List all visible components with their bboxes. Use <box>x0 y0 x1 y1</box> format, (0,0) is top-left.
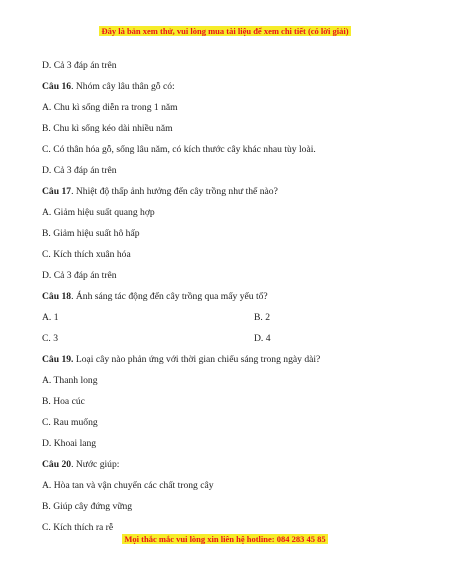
preview-notice-text: Đây là bản xem thử, vui lòng mua tài liệu để xem chi tiết (có lời giải) <box>101 26 349 36</box>
option-a-q18: A. 1 <box>42 312 59 323</box>
option-d-q16: D. Cả 3 đáp án trên <box>42 165 117 176</box>
question-number: Câu 20 <box>42 459 72 470</box>
question-number: Câu 17 <box>42 186 72 197</box>
option-a-q19: A. Thanh long <box>42 375 98 386</box>
option-b-q17: B. Giảm hiệu suất hô hấp <box>42 228 140 239</box>
option-c-q17: C. Kích thích xuân hóa <box>42 249 131 260</box>
question-text: Loại cây nào phản ứng với thời gian chiếu sáng trong ngày dài? <box>73 354 321 365</box>
preview-notice-banner <box>0 26 450 36</box>
option-d-q18: D. 4 <box>254 333 271 344</box>
question-number: Câu 19. <box>42 354 74 365</box>
hotline-banner <box>0 534 450 544</box>
option-a-q17: A. Giảm hiệu suất quang hợp <box>42 207 155 218</box>
option-d-q15: D. Cả 3 đáp án trên <box>42 60 117 71</box>
question-16 <box>42 81 175 92</box>
question-19 <box>42 354 320 365</box>
option-a-q16: A. Chu kì sống diễn ra trong 1 năm <box>42 102 178 113</box>
question-17 <box>42 186 278 197</box>
option-c-q19: C. Rau muống <box>42 417 98 428</box>
option-d-q19: D. Khoai lang <box>42 438 97 449</box>
question-text: . Nhóm cây lâu thân gỗ có: <box>71 81 175 92</box>
option-c-q20: C. Kích thích ra rễ <box>42 522 114 533</box>
option-b-q20: B. Giúp cây đứng vững <box>42 501 133 512</box>
question-number: Câu 16 <box>42 81 72 92</box>
question-text: . Nước giúp: <box>71 459 120 470</box>
option-b-q16: B. Chu kì sống kéo dài nhiều năm <box>42 123 173 134</box>
question-20 <box>42 459 119 470</box>
question-text: . Ánh sáng tác động đến cây trồng qua mấy yếu tố? <box>71 291 268 302</box>
option-b-q18: B. 2 <box>254 312 270 323</box>
option-c-q18: C. 3 <box>42 333 58 344</box>
option-b-q19: B. Hoa cúc <box>42 396 85 407</box>
question-text: . Nhiệt độ thấp ảnh hưởng đến cây trồng như thế nào? <box>71 186 278 197</box>
option-d-q17: D. Cả 3 đáp án trên <box>42 270 117 281</box>
hotline-text: Mọi thắc mắc vui lòng xin liên hệ hotline: 084 283 45 85 <box>124 534 326 544</box>
question-number: Câu 18 <box>42 291 72 302</box>
option-a-q20: A. Hòa tan và vận chuyển các chất trong cây <box>42 480 214 491</box>
question-18 <box>42 291 268 302</box>
option-c-q16: C. Có thân hóa gỗ, sống lâu năm, có kích thước cây khác nhau tùy loài. <box>42 144 316 155</box>
